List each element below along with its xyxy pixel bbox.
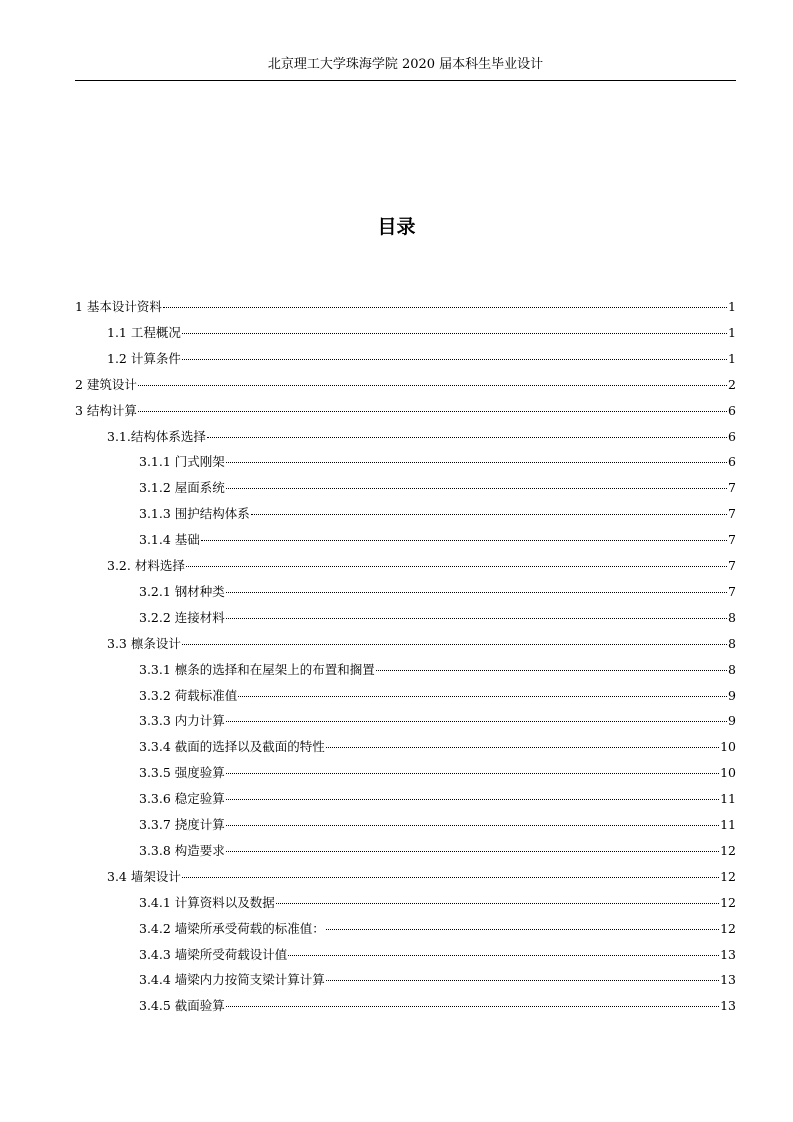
toc-dot-leader bbox=[182, 333, 727, 334]
toc-dot-leader bbox=[226, 799, 719, 800]
toc-entry[interactable] bbox=[75, 892, 736, 914]
toc-entry-title: 3.3.7 挠度计算 bbox=[139, 817, 225, 832]
toc-entry-title: 3.4.4 墙梁内力按简支梁计算计算 bbox=[139, 972, 325, 987]
toc-entry-page: 7 bbox=[728, 532, 736, 547]
toc-entry-title: 3.4.5 截面验算 bbox=[139, 998, 225, 1013]
toc-dot-leader bbox=[326, 747, 719, 748]
toc-dot-leader bbox=[207, 437, 727, 438]
toc-entry[interactable] bbox=[75, 659, 736, 681]
toc-entry-title: 3.1.1 门式刚架 bbox=[139, 454, 225, 469]
toc-entry[interactable] bbox=[75, 866, 736, 888]
toc-entry-page: 8 bbox=[728, 610, 736, 625]
toc-dot-leader bbox=[226, 488, 727, 489]
toc-dot-leader bbox=[182, 644, 727, 645]
toc-entry-page: 11 bbox=[720, 817, 736, 832]
toc-entry-title: 3.3.6 稳定验算 bbox=[139, 791, 225, 806]
toc-entry-title: 3.3 檩条设计 bbox=[107, 636, 181, 651]
toc-entry-page: 12 bbox=[720, 921, 736, 936]
toc-entry-page: 1 bbox=[728, 325, 736, 340]
toc-dot-leader bbox=[226, 592, 727, 593]
toc-dot-leader bbox=[226, 721, 727, 722]
toc-entry[interactable] bbox=[75, 710, 736, 732]
page-title: 目录 bbox=[377, 216, 416, 238]
toc-dot-leader bbox=[163, 307, 727, 308]
toc-dot-leader bbox=[376, 670, 727, 671]
toc-entry-title: 3.3.5 强度验算 bbox=[139, 765, 225, 780]
toc-entry[interactable] bbox=[75, 477, 736, 499]
toc-entry-page: 7 bbox=[728, 584, 736, 599]
toc-entry-page: 10 bbox=[720, 739, 736, 754]
toc-dot-leader bbox=[226, 462, 727, 463]
toc-entry-page: 9 bbox=[728, 688, 736, 703]
toc-entry-title: 1.1 工程概况 bbox=[107, 325, 181, 340]
toc-entry-page: 13 bbox=[720, 947, 736, 962]
toc-entry-page: 12 bbox=[720, 843, 736, 858]
toc-entry-page: 12 bbox=[720, 869, 736, 884]
toc-entry-page: 12 bbox=[720, 895, 736, 910]
toc-entry-title: 3.3.3 内力计算 bbox=[139, 713, 225, 728]
toc-entry-page: 6 bbox=[728, 429, 736, 444]
toc-entry[interactable] bbox=[75, 685, 736, 707]
toc-entry-page: 6 bbox=[728, 403, 736, 418]
toc-entry-title: 3.4 墙架设计 bbox=[107, 869, 181, 884]
toc-entry[interactable] bbox=[75, 995, 736, 1017]
page-header: 北京理工大学珠海学院 2020 届本科生毕业设计 bbox=[267, 57, 544, 72]
toc-entry-page: 9 bbox=[728, 713, 736, 728]
toc-entry[interactable] bbox=[75, 944, 736, 966]
toc-entry-page: 10 bbox=[720, 765, 736, 780]
toc-entry-title: 1 基本设计资料 bbox=[75, 299, 162, 314]
toc-entry-page: 1 bbox=[728, 299, 736, 314]
toc-entry[interactable] bbox=[75, 918, 736, 940]
toc-entry[interactable] bbox=[75, 607, 736, 629]
toc-entry[interactable] bbox=[75, 529, 736, 551]
toc-entry-title: 3 结构计算 bbox=[75, 403, 137, 418]
toc-entry[interactable] bbox=[75, 322, 736, 344]
toc-entry-title: 3.1.3 围护结构体系 bbox=[139, 506, 250, 521]
toc-entry-title: 3.3.8 构造要求 bbox=[139, 843, 225, 858]
toc-entry[interactable] bbox=[75, 503, 736, 525]
header-divider bbox=[75, 80, 736, 81]
toc-entry-title: 2 建筑设计 bbox=[75, 377, 137, 392]
toc-entry[interactable] bbox=[75, 633, 736, 655]
toc-dot-leader bbox=[238, 696, 727, 697]
toc-entry[interactable] bbox=[75, 348, 736, 370]
toc-dot-leader bbox=[182, 877, 719, 878]
toc-entry[interactable] bbox=[75, 788, 736, 810]
toc-entry-page: 7 bbox=[728, 480, 736, 495]
toc-entry-title: 3.3.2 荷载标准值 bbox=[139, 688, 238, 703]
toc-entry-title: 3.3.1 檩条的选择和在屋架上的布置和搁置 bbox=[139, 662, 375, 677]
toc-entry[interactable] bbox=[75, 762, 736, 784]
toc-dot-leader bbox=[276, 903, 719, 904]
toc-entry-page: 13 bbox=[720, 972, 736, 987]
toc-dot-leader bbox=[182, 359, 727, 360]
toc-entry-page: 11 bbox=[720, 791, 736, 806]
toc-entry[interactable] bbox=[75, 451, 736, 473]
toc-entry[interactable] bbox=[75, 426, 736, 448]
toc-entry[interactable] bbox=[75, 581, 736, 603]
toc-entry[interactable] bbox=[75, 555, 736, 577]
toc-entry-title: 3.4.1 计算资料以及数据 bbox=[139, 895, 275, 910]
toc-entry-page: 8 bbox=[728, 636, 736, 651]
toc-entry[interactable] bbox=[75, 736, 736, 758]
toc-entry-page: 6 bbox=[728, 454, 736, 469]
toc-dot-leader bbox=[326, 980, 719, 981]
toc-entry[interactable] bbox=[75, 400, 736, 422]
toc-entry-page: 7 bbox=[728, 506, 736, 521]
toc-entry-title: 1.2 计算条件 bbox=[107, 351, 181, 366]
toc-dot-leader bbox=[251, 514, 727, 515]
toc-entry-page: 13 bbox=[720, 998, 736, 1013]
toc-dot-leader bbox=[138, 411, 727, 412]
toc-entry[interactable] bbox=[75, 374, 736, 396]
toc-dot-leader bbox=[326, 929, 719, 930]
toc-entry-title: 3.1.2 屋面系统 bbox=[139, 480, 225, 495]
toc-entry-title: 3.1.4 基础 bbox=[139, 532, 200, 547]
toc-dot-leader bbox=[288, 955, 719, 956]
toc-entry-page: 7 bbox=[728, 558, 736, 573]
toc-entry[interactable] bbox=[75, 814, 736, 836]
toc-dot-leader bbox=[201, 540, 727, 541]
toc-entry-title: 3.1.结构体系选择 bbox=[107, 429, 206, 444]
toc-entry-title: 3.2.1 钢材种类 bbox=[139, 584, 225, 599]
toc-dot-leader bbox=[138, 385, 727, 386]
toc-entry[interactable] bbox=[75, 840, 736, 862]
toc-entry-title: 3.2.2 连接材料 bbox=[139, 610, 225, 625]
toc-dot-leader bbox=[186, 566, 727, 567]
toc-dot-leader bbox=[226, 618, 727, 619]
toc-entry-title: 3.4.2 墙梁所承受荷载的标准值： bbox=[139, 921, 325, 936]
toc-dot-leader bbox=[226, 773, 719, 774]
toc-dot-leader bbox=[226, 825, 719, 826]
toc-entry-page: 8 bbox=[728, 662, 736, 677]
toc-entry[interactable] bbox=[75, 969, 736, 991]
toc-entry-title: 3.4.3 墙梁所受荷载设计值 bbox=[139, 947, 288, 962]
toc-entry-page: 2 bbox=[728, 377, 736, 392]
toc-dot-leader bbox=[226, 1006, 719, 1007]
toc-entry[interactable] bbox=[75, 296, 736, 318]
toc-entry-title: 3.2. 材料选择 bbox=[107, 558, 185, 573]
toc-entry-page: 1 bbox=[728, 351, 736, 366]
toc-dot-leader bbox=[226, 851, 719, 852]
toc-entry-title: 3.3.4 截面的选择以及截面的特性 bbox=[139, 739, 325, 754]
